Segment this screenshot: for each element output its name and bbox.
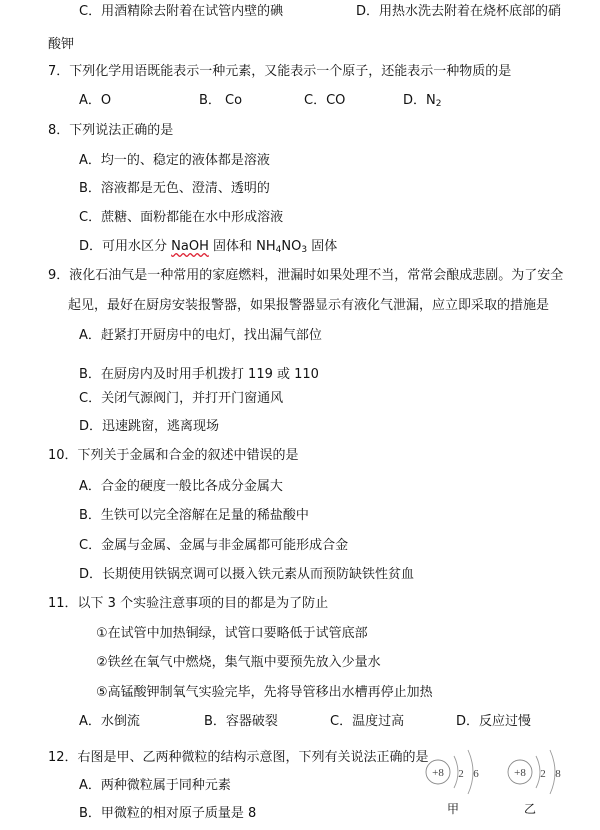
nucleus-charge: +8: [514, 767, 526, 779]
q10-option-c: C．金属与金属、金属与非金属都可能形成合金: [79, 538, 349, 553]
shell2-electrons: 8: [555, 768, 561, 780]
atom-label-yi: 乙: [524, 802, 537, 816]
atom-diagram-yi: [502, 744, 572, 800]
q9-stem-line2: 起见，最好在厨房安装报警器，如果报警器显示有液化气泄漏，应立即采取的措施是: [68, 298, 550, 313]
q9-option-b: B．在厨房内及时用手机拨打 119 或 110: [79, 367, 319, 382]
q7-option-b: B． Co: [199, 93, 243, 108]
q8-option-a: A．均一的、稳定的液体都是溶液: [79, 153, 270, 168]
q12-option-b: B．甲微粒的相对原子质量是 8: [79, 806, 257, 821]
q8-stem: 8．下列说法正确的是: [48, 123, 174, 138]
q11-stem: 11．以下 3 个实验注意事项的目的都是为了防止: [48, 596, 329, 611]
q10-option-a: A．合金的硬度一般比各成分金属大: [79, 479, 283, 494]
atom-label-jia: 甲: [447, 802, 460, 816]
q11-option-c: C．温度过高: [330, 714, 405, 729]
q11-item-3: ⑤高锰酸钾制氧气实验完毕，先将导管移出水槽再停止加热: [96, 685, 433, 700]
q7-option-a: A．O: [79, 93, 112, 108]
q9-option-a: A．赶紧打开厨房中的电灯，找出漏气部位: [79, 328, 322, 343]
shell2-electrons: 6: [473, 768, 479, 780]
q9-stem-line1: 9．液化石油气是一种常用的家庭燃料，泄漏时如果处理不当，常常会酿成悲剧。为了安全: [48, 268, 564, 283]
q11-item-2: ②铁丝在氧气中燃烧，集气瓶中要预先放入少量水: [96, 655, 381, 670]
q9-option-c: C．关闭气源阀门，并打开门窗通风: [79, 391, 284, 406]
q11-option-a: A．水倒流: [79, 714, 140, 729]
electron-shell-2: [468, 750, 473, 794]
q8-option-c: C．蔗糖、面粉都能在水中形成溶液: [79, 210, 284, 225]
shell1-electrons: 2: [458, 768, 464, 780]
q6-option-d: D．用热水洗去附着在烧杯底部的硝: [356, 4, 562, 19]
q7-stem: 7．下列化学用语既能表示一种元素，又能表示一个原子，还能表示一种物质的是: [48, 64, 512, 79]
q7-option-d: D．$N_2$: [403, 93, 442, 109]
q10-option-d: D．长期使用铁锅烹调可以摄入铁元素从而预防缺铁性贫血: [79, 567, 415, 582]
q12-stem: 12．右图是甲、乙两种微粒的结构示意图，下列有关说法正确的是: [48, 750, 429, 765]
q6-option-d-continuation: 酸钾: [48, 37, 75, 52]
nucleus-charge: +8: [432, 767, 444, 779]
q12-option-a: A．两种微粒属于同种元素: [79, 778, 231, 793]
q11-option-b: B．容器破裂: [204, 714, 278, 729]
q7-option-c: C．CO: [304, 93, 346, 108]
q8-option-d: D．可用水区分 NaOH 固体和 $NH_4NO_3$ 固体: [79, 239, 338, 255]
electron-shell-2: [550, 750, 555, 794]
q10-option-b: B．生铁可以完全溶解在足量的稀盐酸中: [79, 508, 309, 523]
atom-diagram-jia: [420, 744, 490, 800]
q6-option-c: C．用酒精除去附着在试管内壁的碘: [79, 4, 284, 19]
shell1-electrons: 2: [540, 768, 546, 780]
q9-option-d: D．迅速跳窗，逃离现场: [79, 419, 220, 434]
q11-option-d: D．反应过慢: [456, 714, 532, 729]
q10-stem: 10．下列关于金属和合金的叙述中错误的是: [48, 448, 299, 463]
q8-option-b: B．溶液都是无色、澄清、透明的: [79, 181, 270, 196]
q11-item-1: ①在试管中加热铜绿，试管口要略低于试管底部: [96, 626, 368, 641]
